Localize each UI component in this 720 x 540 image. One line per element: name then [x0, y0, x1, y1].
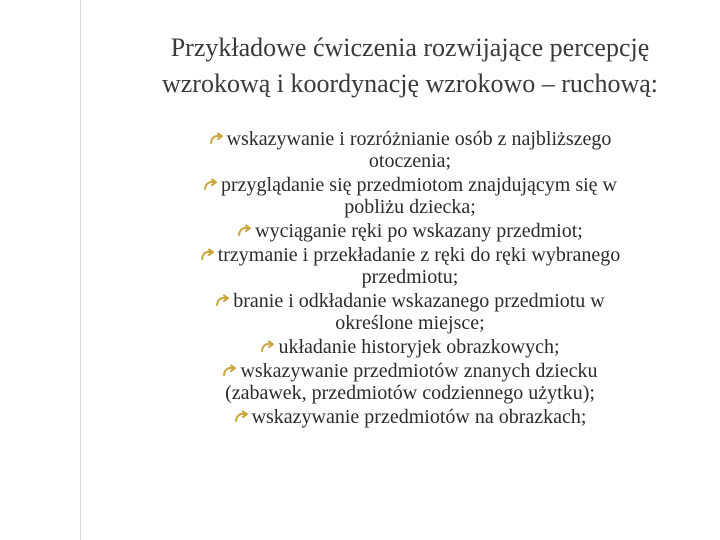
list-item-text-continued: otoczenia;: [368, 150, 452, 172]
list-item-text: branie i odkładanie wskazanego przedmiotu w: [233, 290, 605, 312]
list-item-text: przyglądanie się przedmiotom znajdującym się w: [221, 174, 617, 196]
curved-arrow-icon: [203, 178, 219, 192]
list-item-text-continued: przedmiotu;: [361, 266, 459, 288]
list-item: [110, 406, 710, 428]
curved-arrow-icon: [215, 294, 231, 308]
curved-arrow-icon: [260, 340, 276, 354]
slide-title: [100, 30, 720, 102]
list-item-text-continued: określone miejsce;: [335, 312, 485, 334]
list-item-text: wskazywanie przedmiotów znanych dziecku: [240, 360, 598, 382]
title-line-2: wzrokową i koordynację wzrokowo – ruchową:: [161, 69, 658, 98]
curved-arrow-icon: [209, 132, 225, 146]
list-item-text: trzymanie i przekładanie z ręki do ręki wybranego: [217, 244, 621, 266]
list-item-text: układanie historyjek obrazkowych;: [278, 336, 560, 358]
list-item: [110, 290, 710, 334]
list-item-text-continued: pobliżu dziecka;: [344, 196, 476, 218]
left-divider: [80, 0, 81, 540]
curved-arrow-icon: [200, 248, 216, 262]
list-item-text: wskazywanie przedmiotów na obrazkach;: [251, 406, 587, 428]
curved-arrow-icon: [222, 364, 238, 378]
list-item-text: wskazywanie i rozróżnianie osób z najbliższego: [226, 128, 612, 150]
list-item: [110, 128, 710, 172]
list-item: [110, 244, 710, 288]
curved-arrow-icon: [237, 224, 253, 238]
list-item: [110, 360, 710, 404]
list-item: [110, 174, 710, 218]
list-item-text: wyciąganie ręki po wskazany przedmiot;: [255, 220, 583, 242]
list-item: [110, 336, 710, 358]
list-item-text-continued: (zabawek, przedmiotów codziennego użytku);: [225, 382, 595, 404]
title-line-1: Przykładowe ćwiczenia rozwijające percepcję: [170, 33, 650, 62]
list-item: [110, 220, 710, 242]
curved-arrow-icon: [234, 410, 250, 424]
bullet-list: [110, 128, 710, 430]
